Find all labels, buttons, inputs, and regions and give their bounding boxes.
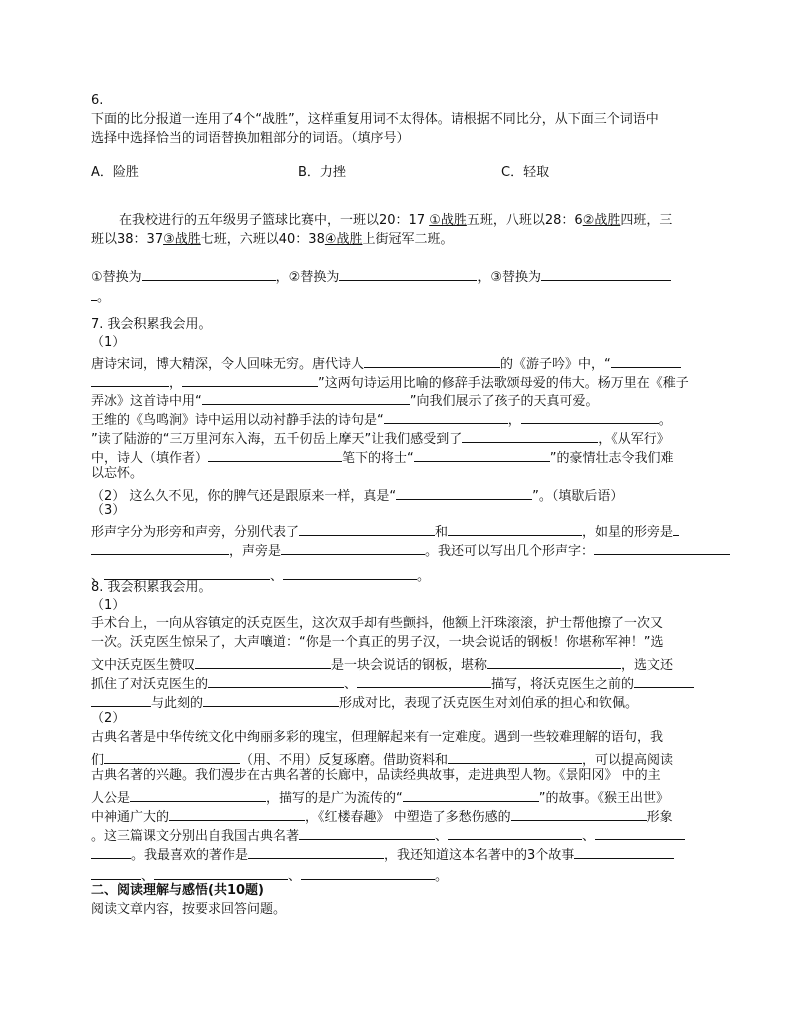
blank-monkey-king[interactable] [169,807,305,821]
q6-passage-line1 [119,214,672,227]
text: 、 [582,829,596,844]
passage-text: 五班，八班以28：6 [466,213,583,228]
blank-poet[interactable] [364,354,500,368]
q7-line3 [91,391,599,408]
text: 。 [417,569,431,584]
section-heading: 二、阅读理解与感悟(共10题) [91,883,264,898]
text: ”向我们展示了孩子的天真可爱。 [409,394,599,409]
passage-text: 在我校进行的五年级男子篮球比赛中，一班以20：17 [119,213,430,228]
text: 抓住了对沃克医生的 [91,677,209,692]
q8-line1: 手术台上，一向从容镇定的沃克医生，这次双手却有些颤抖，他额上汗珠滚滚，护士帮他擦了一次又 [91,616,664,631]
q8-line6: 古典名著是中华传统文化中绚丽多彩的瑰宝，但理解起来有一定难度。遇到一些较难理解的语句，我 [91,730,664,745]
comma: ， [477,270,491,285]
blank-favorite[interactable] [248,845,384,859]
q7-line4 [91,410,672,427]
passage-text: 四班，三 [620,213,673,228]
text: （用、不用）反复琢磨。借助资料和 [240,753,449,768]
text: 。 [658,413,672,428]
text: ，描写的是广为流传的“ [266,791,403,806]
blank-story-3[interactable] [301,866,435,880]
text: ”。（填歇后语） [532,489,624,504]
text: 弄冰》这首诗中用“ [91,394,202,409]
q7-title: 7. 我会积累我会用。 [91,317,212,332]
blank-wangwei-1[interactable] [384,410,508,424]
text: ”的故事。《猴王出世》 [538,791,670,806]
q6-passage-line2 [91,233,454,246]
q7-line8 [91,522,679,539]
blank-author[interactable] [208,448,342,462]
text: （2） 这么久不见，你的脾气还是跟原来一样，真是“ [91,489,397,504]
text: ”读了陆游的“三万里河东入海，五千仞岳上摩天”让我们感受到了 [91,432,463,447]
blank-now[interactable] [203,693,339,707]
text: 形声字分为形旁和声旁，分别代表了 [91,525,300,540]
q8-sub1: （1） [91,598,126,613]
q8-line3 [91,655,673,672]
q8-title: 8. 我会积累我会用。 [91,580,212,595]
text: ，如星的形旁是 [582,525,674,540]
q8-sub2: （2） [91,711,126,726]
marked-word-3: ③战胜 [163,232,201,247]
q7-line7: 以忘怀。 [91,466,144,481]
blank-praise[interactable] [195,655,331,669]
q7-sub3: （3） [91,503,126,518]
blank-yang-wanli[interactable] [202,391,410,405]
blank-description-1[interactable] [208,674,344,688]
q8-line9 [91,788,669,805]
text: 中，诗人（填作者） [91,451,209,466]
blank-description-2[interactable] [357,674,491,688]
q6-prompt-line2: 选择中选择恰当的词语替换加粗部分的词语。（填序号） [91,131,410,146]
blank-luyou[interactable] [462,429,598,443]
q8-line4 [91,674,694,691]
text: 中神通广大的 [91,810,170,825]
comma: ， [275,270,289,285]
blank-story-1[interactable] [574,845,674,859]
text: 的《游子吟》中，“ [500,357,611,372]
answer-blank-3[interactable] [541,267,671,281]
q8-line2: 一次。沃克医生惊呆了，大声嚷道：“你是一个真正的男子汉，一块会说话的钢板！你堪称军神！”选 [91,635,664,650]
blank-xingsheng-2[interactable] [104,566,270,580]
q6-answer-row [91,267,671,284]
marked-word-1: ①战胜 [429,213,467,228]
blank-classic-2[interactable] [448,826,582,840]
text: 文中沃克医生赞叹 [91,658,196,673]
section-instruction: 阅读文章内容，按要求回答问题。 [91,902,287,917]
q6-answer-end [91,287,110,304]
text: 、 [435,829,449,844]
blank-title[interactable] [487,655,621,669]
passage-text: 班以38：37 [91,232,164,247]
text: 、 [141,869,155,884]
blank-story-2[interactable] [154,866,288,880]
q8-line11 [91,826,685,843]
q6-prompt-line1: 下面的比分报道一连用了4个“战胜”，这样重复用词不太得体。请根据不同比分，从下面三个词语中 [91,112,659,127]
blank-classic-1[interactable] [299,826,435,840]
text: 唐诗宋词，博大精深，令人回味无穷。唐代诗人 [91,357,365,372]
text: 人公是 [91,791,131,806]
q6-option-b: B．力挫 [298,165,346,180]
q8-line5 [91,693,638,710]
blank-star-xingpang-cont[interactable] [91,541,229,555]
q6-option-c: C．轻取 [501,165,550,180]
blank-shengpang[interactable] [448,522,582,536]
answer-blank-2[interactable] [339,267,477,281]
q7-line9 [91,541,730,558]
passage-text: 上街冠军二班。 [362,232,454,247]
text: ， [507,413,521,428]
text: ，选文还 [621,658,674,673]
blank-protagonist[interactable] [130,788,266,802]
text: 是一块会说话的钢板，堪称 [331,658,488,673]
marked-word-4: ④战胜 [324,232,363,247]
blank-xingpang[interactable] [299,522,435,536]
text: ， [169,376,183,391]
blank-story[interactable] [403,788,539,802]
q8-line7 [91,750,673,767]
text: 。我还可以写出几个形声字： [425,544,595,559]
q8-line12 [91,845,674,862]
text: 、 [270,569,284,584]
q6-number: 6. [91,93,104,108]
q7-line2 [91,373,689,390]
text: ，《从军行》 [598,432,670,447]
text: 。 [435,869,449,884]
blank-resource[interactable] [448,750,582,764]
text: ，我还知道这本名著中的3个故事 [384,848,575,863]
q7-line1 [91,354,681,371]
text: ，可以提高阅读 [582,753,674,768]
text: 王维的《鸟鸣涧》诗中运用以动衬静手法的诗句是“ [91,413,384,428]
text: 形成对比，表现了沃克医生对刘伯承的担心和钦佩。 [339,696,639,711]
text: 、 [344,677,358,692]
blank-poem-line2[interactable] [182,373,318,387]
blank-star-shengpang[interactable] [281,541,425,555]
blank-character[interactable] [511,807,647,821]
text: 和 [435,525,449,540]
blank-classic-3[interactable] [595,826,685,840]
marked-word-2: ②战胜 [582,213,621,228]
q8-line13 [91,866,448,883]
text: 笔下的将士“ [342,451,414,466]
q6-option-a: A．险胜 [91,165,139,180]
q7-line5 [91,429,670,446]
text: 们 [91,753,105,768]
text: 、 [91,569,105,584]
answer-label-1: ①替换为 [91,270,142,285]
period: 。 [97,290,111,305]
text: 描写，将沃克医生之前的 [491,677,635,692]
blank-poem-line1-cont[interactable] [91,373,169,387]
blank-xiehouyu[interactable] [396,486,532,500]
blank-use-or-not[interactable] [104,750,240,764]
text: ”的豪情壮志令我们难 [549,451,674,466]
blank-star-xingpang[interactable] [673,522,679,536]
text: ”这两句诗运用比喻的修辞手法歌颂母爱的伟大。杨万里在《稚子 [318,376,689,391]
passage-text: 七班，六班以40：38 [200,232,325,247]
blank-poem-line1[interactable] [611,354,681,368]
blank-xingsheng-3[interactable] [283,566,417,580]
text: ，声旁是 [229,544,282,559]
answer-label-2: ②替换为 [288,270,340,285]
blank-classic-3-cont[interactable] [91,845,131,859]
blank-soldiers[interactable] [414,448,550,462]
blank-wangwei-2[interactable] [521,410,659,424]
answer-label-3: ③替换为 [490,270,541,285]
blank-xingsheng-1[interactable] [594,541,730,555]
q8-line8: 古典名著的兴趣。我们漫步在古典名著的长廊中，品读经典故事，走进典型人物。《景阳冈》 中的主 [91,768,661,783]
text: 形象 [646,810,673,825]
text: ，《红楼春趣》 中塑造了多愁伤感的 [305,810,511,825]
q8-line10 [91,807,673,824]
text: 。这三篇课文分别出自我国古典名著 [91,829,300,844]
text: 、 [288,869,302,884]
text: 。我最喜欢的著作是 [131,848,249,863]
q7-line6 [91,448,674,465]
blank-before-cont[interactable] [91,693,151,707]
answer-blank-1[interactable] [142,267,276,281]
q7-sub1: （1） [91,335,126,350]
text: 与此刻的 [151,696,204,711]
blank-story-1-cont[interactable] [91,866,141,880]
q7-sub2 [91,486,623,503]
blank-before[interactable] [634,674,694,688]
